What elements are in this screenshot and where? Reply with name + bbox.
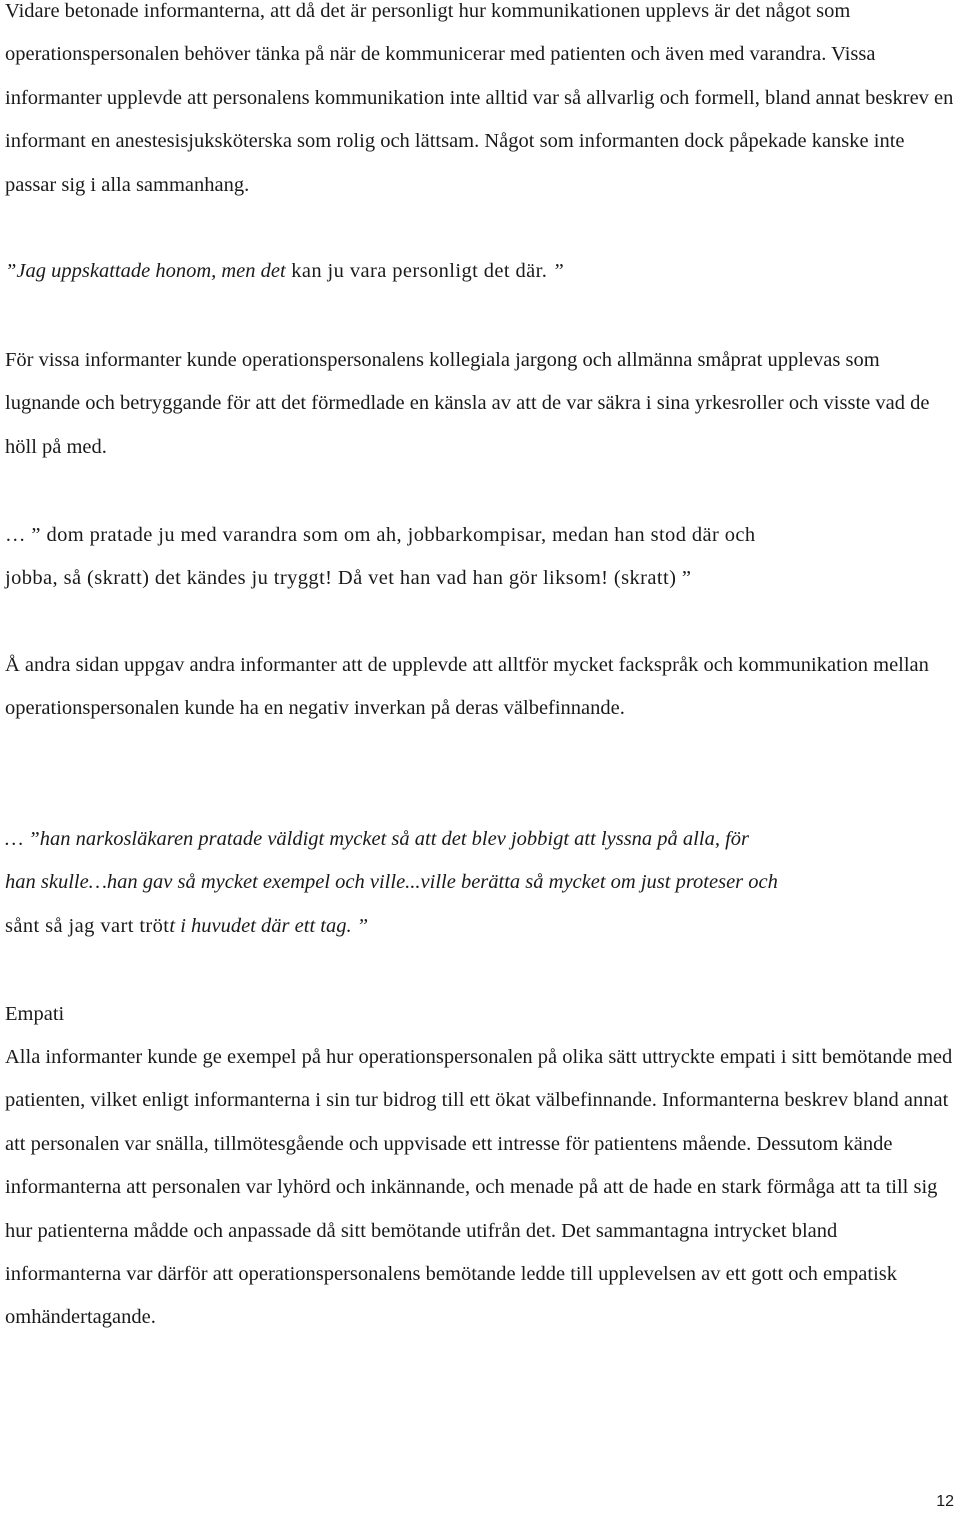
interview-quote-3 [5,818,955,948]
quote-3-line-1: … ”han narkosläkaren pratade väldigt mycket så att det blev jobbigt att lyssna på alla, för [5,828,749,850]
section-heading: Empati [5,1003,65,1025]
body-paragraph-4: Alla informanter kunde ge exempel på hur operationspersonalen på olika sätt uttryckte empati i sitt bemötande med patienten, vilket enligt informanterna i sin tur bidrog till ett ökat välbefinnande. Informanterna beskrev bland annat att personalen var snälla, tillmötesgående och uppvisade ett intresse för patientens mående. Dessutom kände informanterna att personalen var lyhörd och inkännande, och menade på att de hade en stark förmåga att ta till sig hur patienterna mådde och anpassade då sitt bemötande utifrån det. Det sammantagna intrycket bland informanterna var därför att operationspersonalens bemötande ledde till upplevelsen av ett gott och empatisk omhändertagande. [5,1046,953,1329]
quote-3-line-3 [5,905,955,948]
quote-3-close-mark: ” [351,914,369,937]
quote-2-line-2: jobba, så (skratt) det kändes ju tryggt! Då vet han vad han gör liksom! (skratt) ” [5,567,692,590]
quote-3-regular-text: sånt så jag vart tröt [5,914,170,937]
body-paragraph-3: Å andra sidan uppgav andra informanter att de upplevde att alltför mycket fackspråk och kommunikation mellan operationspersonalen kunde ha en negativ inverkan på deras välbefinnande. [5,654,929,720]
quote-3-line-2: han skulle…han gav så mycket exempel och ville...ville berätta så mycket om just proteser och [5,871,778,894]
body-paragraph-2: För vissa informanter kunde operationspersonalens kollegiala jargong och allmänna småprat upplevas som lugnande och betryggande för att det förmedlade en känsla av att de var säkra i sina yrkesroller och visste vad de höll på med. [5,349,930,458]
interview-quote-2 [5,514,955,601]
quote-3-italic-text: t i huvudet där ett tag. [169,914,352,937]
quote-regular-text: kan ju vara personligt det där. [285,260,548,282]
quote-2-line-1: … ” dom pratade ju med varandra som om ah, jobbarkompisar, medan han stod där och [5,524,756,546]
quote-close-mark: ” [547,260,564,282]
quote-italic-text: Jag uppskattade honom, men det [16,260,286,282]
body-paragraph-1: Vidare betonade informanterna, att då det är personligt hur kommunikationen upplevs är det något som operationspersonalen behöver tänka på när de kommunicerar med patienten och även med varandra. Vissa informanter upplevde att personalens kommunikation inte alltid var så allvarlig och formell, bland annat beskrev en informant en anestesisjuksköterska som rolig och lättsam. Något som informanten dock påpekade kanske inte passar sig i alla sammanhang. [5,0,954,196]
interview-quote-1 [5,250,955,293]
quote-open-mark: ” [5,260,17,282]
page-number: 12 [936,1493,954,1510]
